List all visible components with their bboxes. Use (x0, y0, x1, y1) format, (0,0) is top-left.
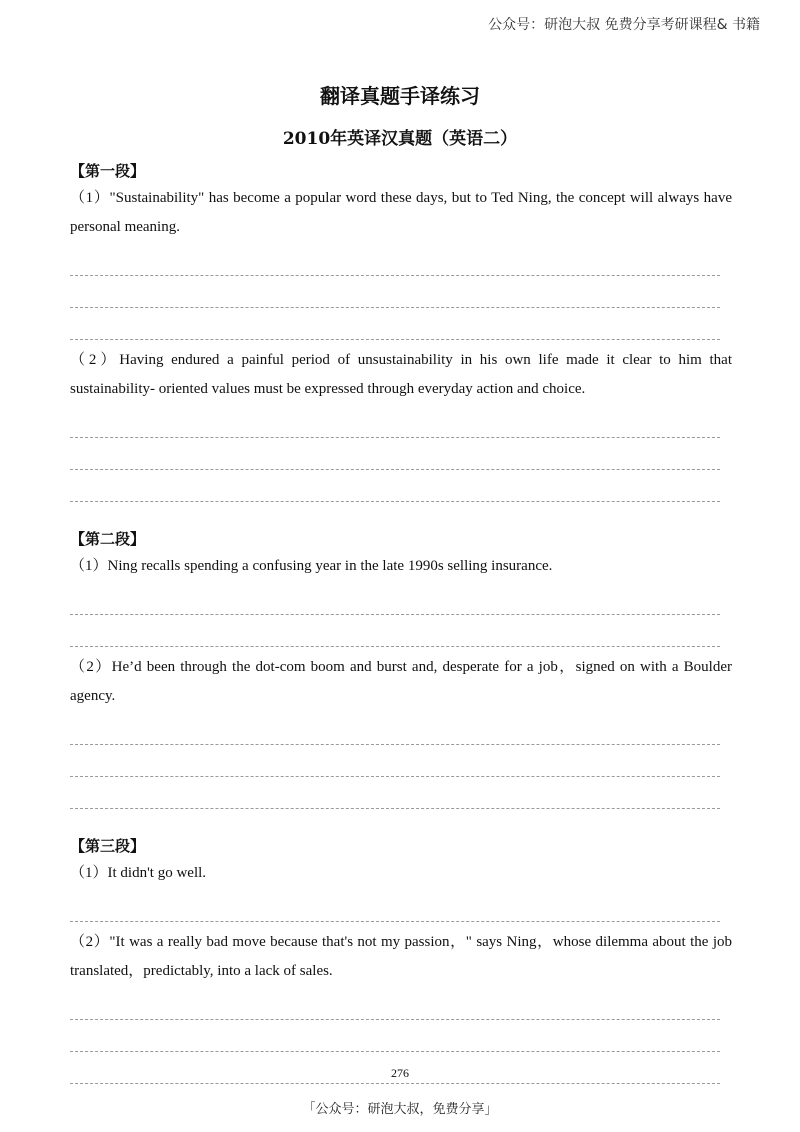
translation-line[interactable] (70, 890, 720, 922)
source-sentence: （1）It didn't go well. (70, 865, 207, 881)
source-sentence: （2）Having endured a painful period of unsustainability in his own life made it clear to him that sustainability- oriented values must be expressed through everyday action and choice. (70, 352, 732, 397)
section-heading: 【第三段】 (70, 837, 146, 855)
source-sentence: （2）"It was a really bad move because that's not my passion，" says Ning，whose dilemma about the job translated，predictably, into a lack of sales. (70, 934, 732, 979)
page-title: 翻译真题手译练习 (320, 84, 480, 108)
source-sentence: （1）Ning recalls spending a confusing year in the late 1990s selling insurance. (70, 558, 553, 574)
translation-line[interactable] (70, 438, 720, 470)
page-number: 276 (391, 1066, 409, 1080)
translation-line[interactable] (70, 470, 720, 502)
sentence-spacer (70, 1084, 732, 1090)
page-subtitle: 2010年英译汉真题（英语二） (282, 129, 518, 149)
section-spacer (70, 508, 732, 526)
translation-line[interactable] (70, 777, 720, 809)
translation-line[interactable] (70, 308, 720, 340)
translation-line[interactable] (70, 745, 720, 777)
translation-line[interactable] (70, 713, 720, 745)
section-heading: 【第一段】 (70, 162, 146, 180)
translation-line[interactable] (70, 615, 720, 647)
translation-line[interactable] (70, 276, 720, 308)
exercise-content (70, 158, 732, 1090)
translation-line[interactable] (70, 583, 720, 615)
section-spacer (70, 815, 732, 833)
section-heading: 【第二段】 (70, 530, 146, 548)
header-note: 公众号：研泡大叔 免费分享考研课程& 书籍 (488, 17, 760, 33)
translation-line[interactable] (70, 406, 720, 438)
footer-note: 「公众号：研泡大叔，免费分享」 (302, 1102, 498, 1117)
source-sentence: （1）"Sustainability" has become a popular word these days, but to Ted Ning, the concept will always have personal meaning. (70, 190, 732, 235)
translation-line[interactable] (70, 244, 720, 276)
translation-line[interactable] (70, 1020, 720, 1052)
translation-line[interactable] (70, 988, 720, 1020)
source-sentence: （2）He’d been through the dot-com boom and burst and, desperate for a job，signed on with a Boulder agency. (70, 659, 732, 704)
